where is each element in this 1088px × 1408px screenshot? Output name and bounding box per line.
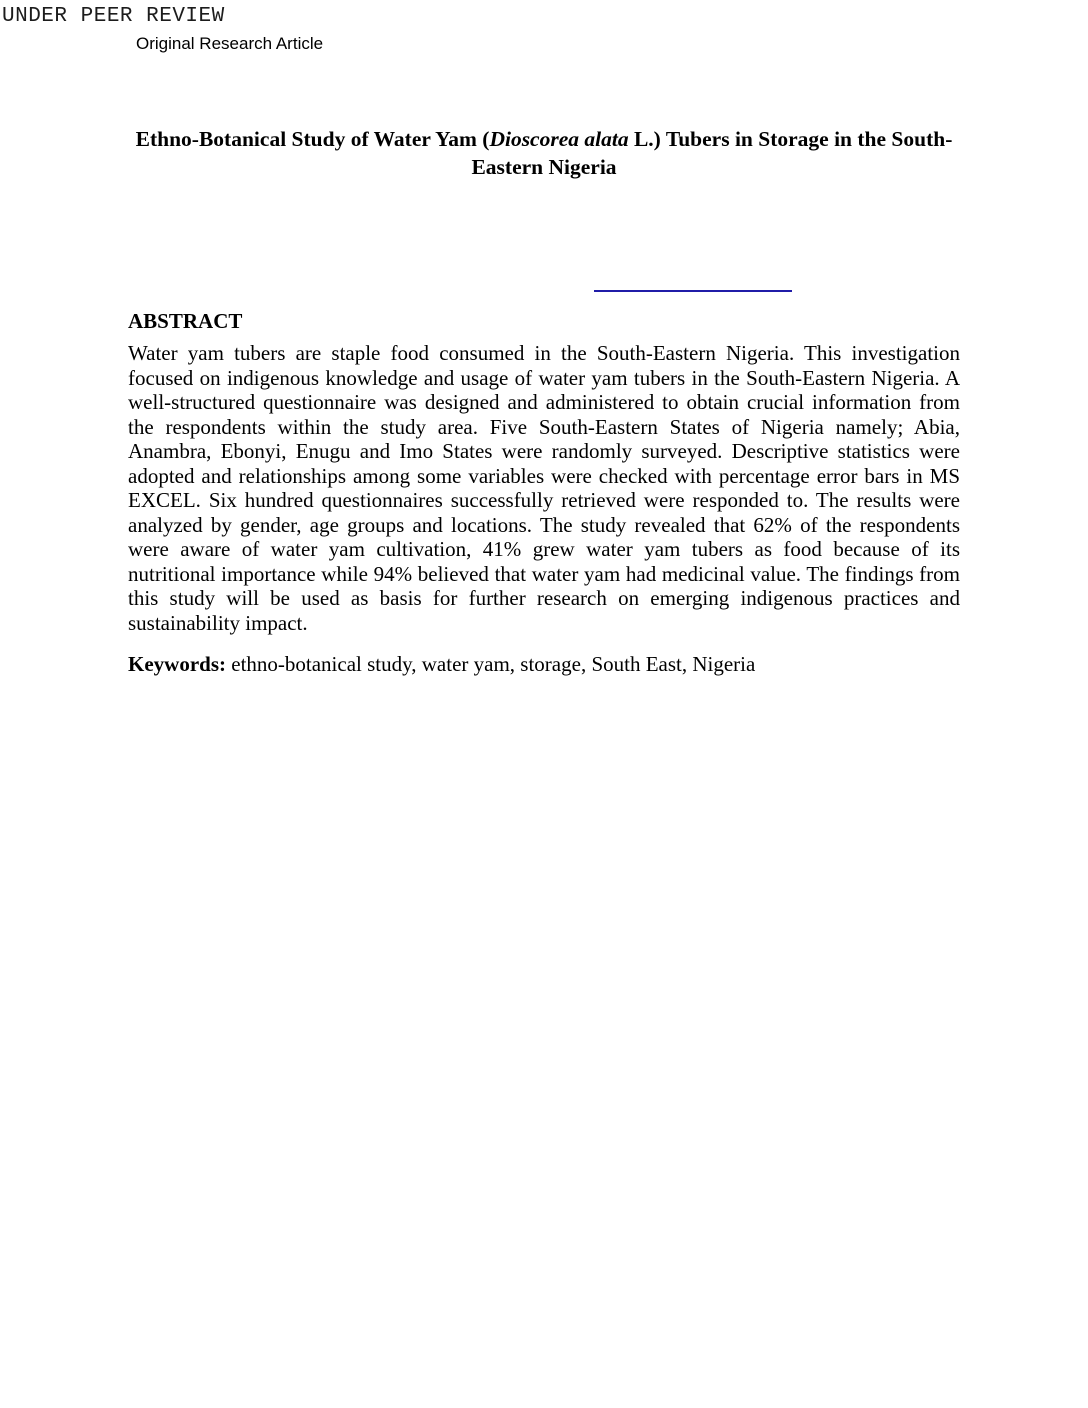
paper-title-species-italic: Dioscorea alata <box>489 127 629 151</box>
paper-title-text-start: Ethno-Botanical Study of Water Yam ( <box>135 127 490 151</box>
keywords-line <box>128 652 960 677</box>
peer-review-watermark: UNDER PEER REVIEW <box>2 5 225 28</box>
keywords-text: ethno-botanical study, water yam, storage, South East, Nigeria <box>226 652 756 676</box>
abstract-heading: ABSTRACT <box>128 309 243 333</box>
paper-title <box>128 125 960 181</box>
article-type-label: Original Research Article <box>136 34 324 53</box>
author-redaction-divider-line <box>594 290 792 292</box>
abstract-paragraph: Water yam tubers are staple food consumed in the South-Eastern Nigeria. This investigation focused on indigenous knowledge and usage of water yam tubers in the South-Eastern Nigeria. A well-structured questionnaire was designed and administered to obtain crucial information from the respondents within the study area. Five South-Eastern States of Nigeria namely; Abia, Anambra, Ebonyi, Enugu and Imo States were randomly surveyed. Descriptive statistics were adopted and relationships among some variables were checked with percentage error bars in MS EXCEL. Six hundred questionnaires successfully retrieved were responded to. The results were analyzed by gender, age groups and locations. The study revealed that 62% of the respondents were aware of water yam cultivation, 41% grew water yam tubers as food because of its nutritional importance while 94% believed that water yam had medicinal value. The findings from this study will be used as basis for further research on emerging indigenous practices and sustainability impact. <box>128 341 960 635</box>
paper-title-text-end: L.) Tubers in Storage in the South-Eastern Nigeria <box>471 127 953 179</box>
keywords-label: Keywords: <box>128 652 226 676</box>
